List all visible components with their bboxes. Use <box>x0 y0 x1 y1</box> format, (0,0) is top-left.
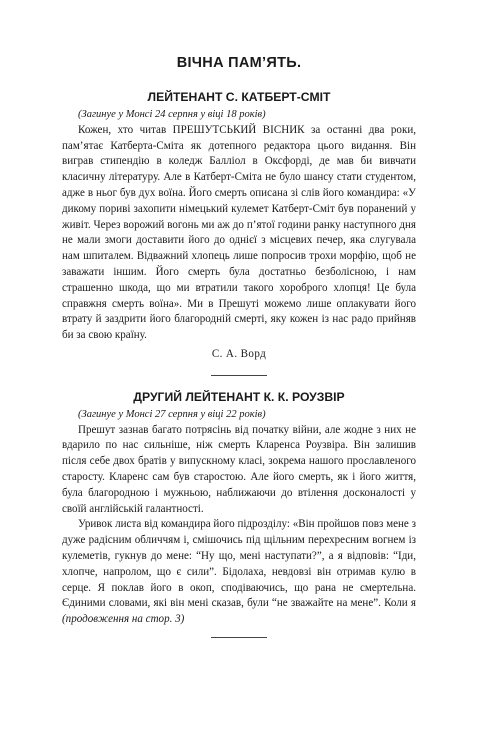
section-heading: ЛЕЙТЕНАНТ С. КАТБЕРТ-СМІТ <box>147 90 331 104</box>
paragraph-text: Уривок листа від командира його підрозділу: «Він пройшов повз мене з дуже радісним обличчям і, смішочись під щільним перехресним вогнем із кулеметів, гукнув до мене: “Ну що, мені наступати?”, а я відповів: “Іди, хлопче, напролом, що є сили”. Бідолаха, невдовзі він отримав кулю в серце. Я поклав його в окоп, сподіваючись, що рана не смертельна. Єдиними словами, які він мені сказав, були “не зважайте на мене”. Коли я <box>62 518 416 610</box>
paragraph: Прешут зазнав багато потрясінь від початку війни, але жодне з них не вдарило по нас сильніше, ніж смерть Кларенса Роузвіра. Він залишив після себе двох братів у випускному класі, зокрема нашого прославленого старосту. Кларенс сам був старостою. Але його смерть, як і його життя, була благородною і мужньою, наближаючи до втілення досконалості у своїй англійській галантності. <box>62 423 416 515</box>
document-page <box>62 50 416 638</box>
divider <box>211 637 267 638</box>
page-title: ВІЧНА ПАМ’ЯТЬ. <box>176 55 302 71</box>
signature: С. А. Ворд <box>211 347 267 360</box>
divider <box>211 375 267 376</box>
paragraph <box>62 517 416 628</box>
death-note: (Загинуе у Монсі 24 серпня у віці 18 років) <box>78 109 266 120</box>
paragraph: Кожен, хто читав ПРЕШУТСЬКИЙ ВІСНИК за останні два роки, пам’ятає Катберта-Сміта як дотепного редактора цього видання. Він виграв стипендію в коледж Балліол в Оксфорді, де мав би вивчати класичну літературу. Але в Катберт-Сміта не було шансу стати студентом, адже в ньог був дух воїна. Його смерть описана зі слів його командира: «У дикому пориві захопити німецький кулемет Катберт-Сміт був поранений у живіт. Через ворожий вогонь ми аж до п’ятої години ранку наступного дня не мали змоги доставити його до однієї з місцевих печер, яка слугувала нам шпиталем. Відважний хлопець лише попросив трохи морфію, щоб не заважати іншим. Його смерть була достатньо безболісною, і нам страшенно шкода, що ми втратили такого хороброго хлопця! Це була справжня смерть воїна». Ми в Прешуті можемо лише оплакувати його втрату й заздрити його благородній смерті, яку кожен із нас радо прийняв би за свою країну. <box>62 123 416 342</box>
death-note: (Загинуе у Монсі 27 серпня у віці 22 років) <box>78 408 266 420</box>
obituary-cuthbert-smith <box>62 89 416 363</box>
obituary-rosevere <box>62 389 416 628</box>
continuation-note: (продовження на стор. 3) <box>62 613 185 626</box>
section-heading: ДРУГИЙ ЛЕЙТЕНАНТ К. К. РОУЗВІР <box>133 389 345 404</box>
